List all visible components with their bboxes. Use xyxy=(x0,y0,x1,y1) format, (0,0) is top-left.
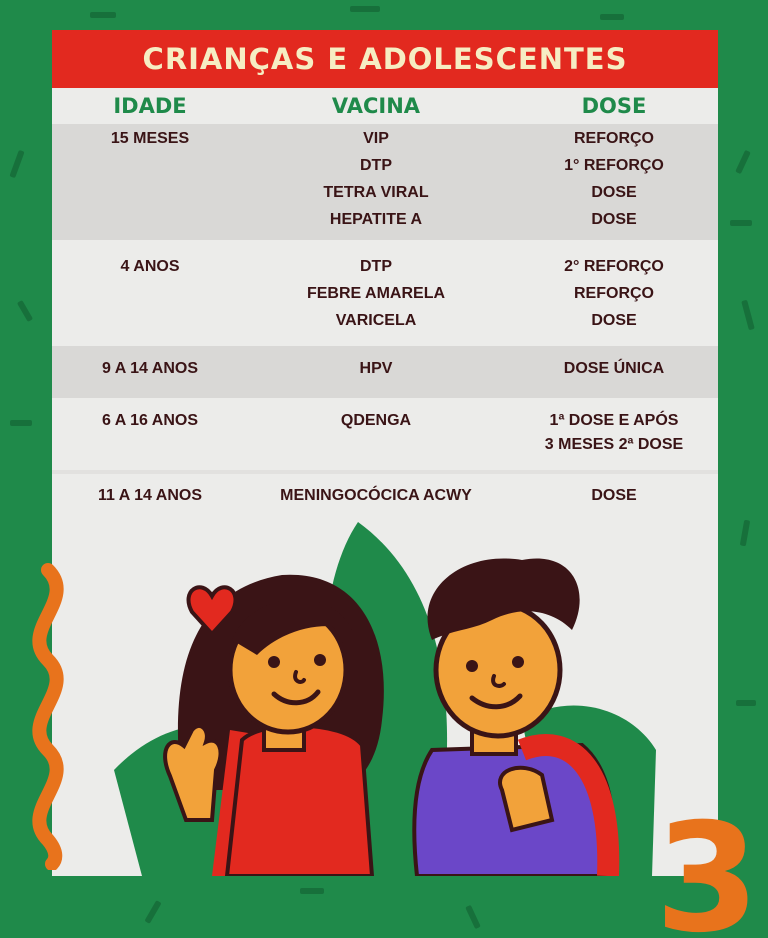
vaccine-cell: DTP FEBRE AMARELA VARICELA xyxy=(306,258,446,329)
age-cell: 4 ANOS xyxy=(120,258,180,275)
vaccine-cell: HPV xyxy=(359,360,393,377)
page-title: CRIANÇAS E ADOLESCENTES xyxy=(142,42,628,76)
page-number-graphic xyxy=(655,808,765,938)
dose-cell: REFORÇO 1° REFORÇO DOSE DOSE xyxy=(564,130,664,228)
age-cell: 15 MESES xyxy=(110,130,190,147)
dose-cell: 1ª DOSE E APÓS 3 MESES 2ª DOSE xyxy=(544,412,684,453)
vaccine-cell: VIP DTP TETRA VIRAL HEPATITE A xyxy=(323,130,429,228)
vaccine-table-card xyxy=(52,30,718,876)
header-vaccine: VACINA xyxy=(331,94,421,118)
header-age: IDADE xyxy=(113,94,187,118)
vaccine-cell: QDENGA xyxy=(340,412,412,429)
header-dose: DOSE xyxy=(581,94,647,118)
dose-cell: DOSE ÚNICA xyxy=(563,360,665,377)
children-illustration xyxy=(52,30,718,876)
squiggle-decoration-icon xyxy=(18,560,78,870)
age-cell: 11 A 14 ANOS xyxy=(97,487,203,504)
age-cell: 9 A 14 ANOS xyxy=(101,360,199,377)
vaccine-cell: MENINGOCÓCICA ACWY xyxy=(280,487,472,504)
age-cell: 6 A 16 ANOS xyxy=(101,412,199,429)
page-number: 3 xyxy=(655,808,760,938)
dose-cell: DOSE xyxy=(591,487,637,504)
dose-cell: 2° REFORÇO REFORÇO DOSE xyxy=(564,258,664,329)
